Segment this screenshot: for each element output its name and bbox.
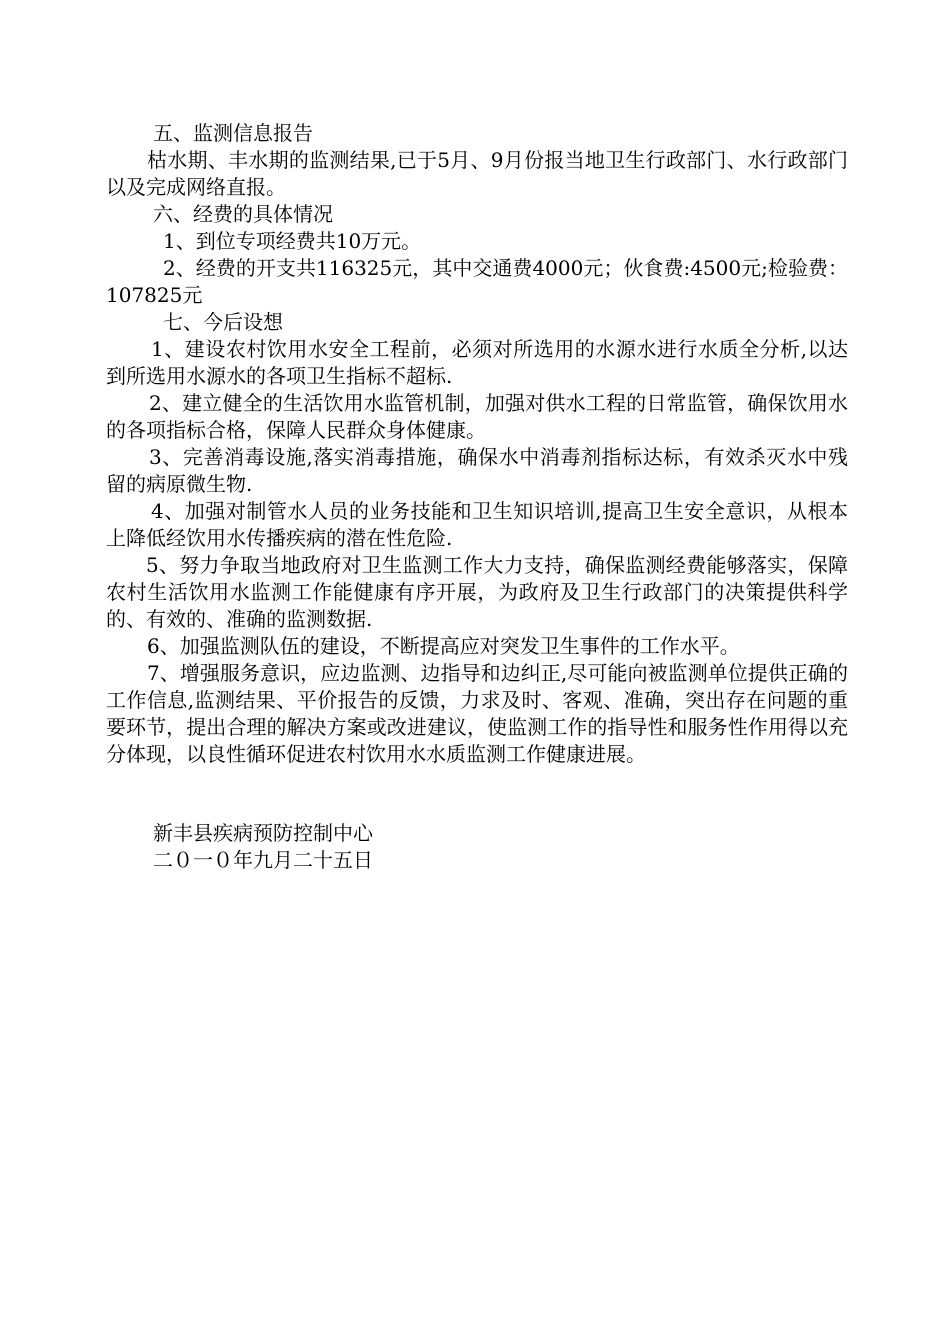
section-7-item-2: 2、建立健全的生活饮用水监管机制，加强对供水工程的日常监管，确保饮用水的各项指标合格，保障人民群众身体健康。 — [106, 391, 848, 442]
section-7-item-7: 7、增强服务意识，应边监测、边指导和边纠正,尽可能向被监测单位提供正确的工作信息,监测结果、平价报告的反馈，力求及时、客观、准确，突出存在问题的重要环节，提出合理的解决方案或改进建议，使监测工作的指导性和服务性作用得以充分体现，以良性循环促进农村饮用水水质监测工作健康进展。 — [106, 661, 848, 766]
section-5-heading: 五、监测信息报告 — [153, 121, 313, 145]
section-6-item-2: 2、经费的开支共116325元，其中交通费4000元；伙食费:4500元;检验费：107825元 — [106, 256, 848, 307]
signature-block — [153, 820, 373, 874]
section-7-heading: 七、今后设想 — [163, 310, 283, 334]
section-6-heading: 六、经费的具体情况 — [153, 202, 333, 226]
section-7-item-1: 1、建设农村饮用水安全工程前，必须对所选用的水源水进行水质全分析,以达到所选用水源水的各项卫生指标不超标. — [106, 337, 848, 388]
signature-date: 二０一０年九月二十五日 — [153, 848, 373, 872]
section-7-item-4: 4、加强对制管水人员的业务技能和卫生知识培训,提高卫生安全意识，从根本上降低经饮用水传播疾病的潜在性危险. — [106, 499, 848, 550]
section-7-item-6: 6、加强监测队伍的建设，不断提高应对突发卫生事件的工作水平。 — [147, 634, 740, 658]
document-body — [106, 120, 848, 768]
section-6-item-1: 1、到位专项经费共10万元。 — [163, 229, 422, 253]
section-7-item-5: 5、努力争取当地政府对卫生监测工作大力支持，确保监测经费能够落实，保障农村生活饮用水监测工作能健康有序开展，为政府及卫生行政部门的决策提供科学的、有效的、准确的监测数据. — [106, 553, 848, 631]
section-5-text: 枯水期、丰水期的监测结果,已于5月、9月份报当地卫生行政部门、水行政部门以及完成网络直报。 — [106, 148, 848, 199]
signature-organization: 新丰县疾病预防控制中心 — [153, 821, 373, 845]
section-7-item-3: 3、完善消毒设施,落实消毒措施，确保水中消毒剂指标达标，有效杀灭水中残留的病原微生物. — [106, 445, 848, 496]
